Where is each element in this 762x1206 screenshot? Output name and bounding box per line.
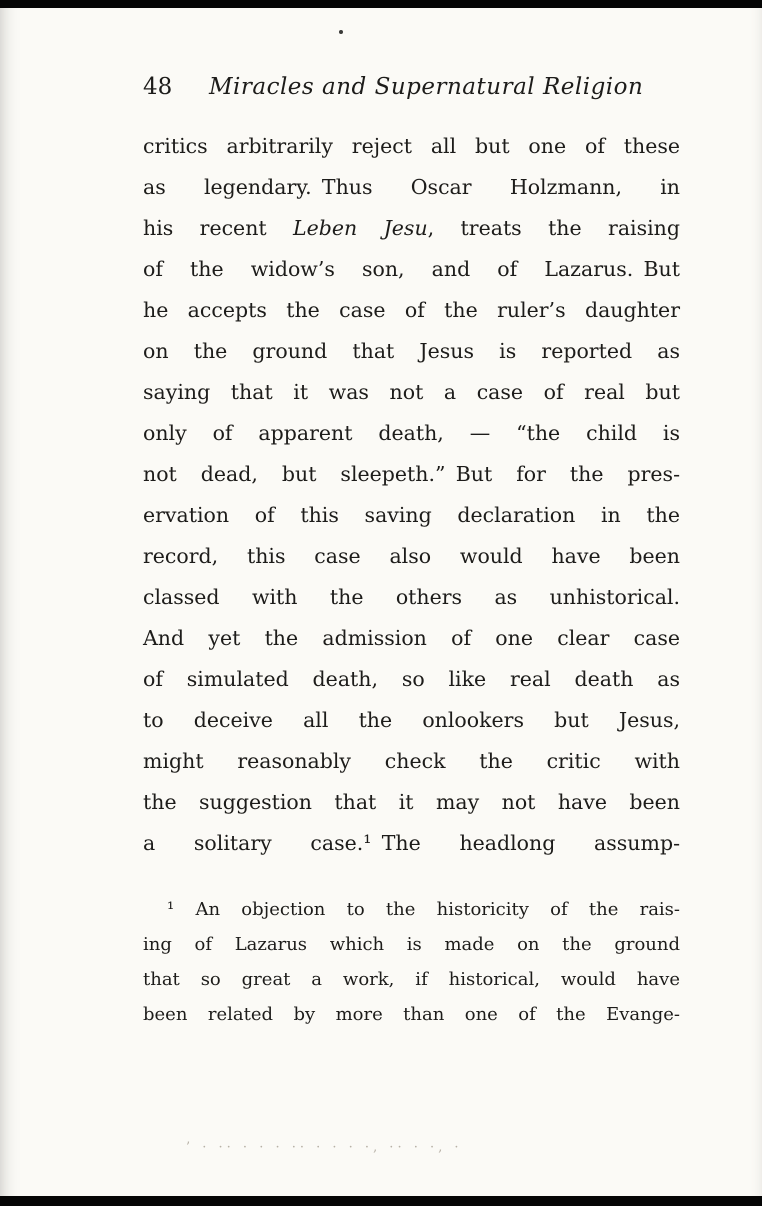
text-line: the suggestion that it may not have been bbox=[143, 790, 680, 814]
page-number: 48 bbox=[143, 74, 173, 100]
text-line: of simulated death, so like real death as bbox=[143, 667, 680, 691]
text-line: of the widow’s son, and of Lazarus. But bbox=[143, 257, 680, 281]
text-line: he accepts the case of the ruler’s daughter bbox=[143, 298, 680, 322]
footnote-line: been related by more than one of the Evange- bbox=[143, 1004, 680, 1025]
scan-edge-bottom bbox=[0, 1196, 762, 1206]
text-line: And yet the admission of one clear case bbox=[143, 626, 680, 650]
text-line: on the ground that Jesus is reported as bbox=[143, 339, 680, 363]
running-header-title: Miracles and Supernatural Religion bbox=[208, 74, 644, 100]
scan-noise: ’ · ·· · · · ·· · · · ·‚ ·· · ·‚ · bbox=[186, 1140, 463, 1155]
body-text bbox=[143, 126, 680, 864]
text-line: record, this case also would have been bbox=[143, 544, 680, 568]
running-header bbox=[143, 72, 680, 102]
text-line: critics arbitrarily reject all but one of these bbox=[143, 134, 680, 158]
footnote-line: ¹ An objection to the historicity of the rais- bbox=[167, 899, 680, 920]
text-line: saying that it was not a case of real but bbox=[143, 380, 680, 404]
text-column bbox=[143, 0, 680, 1032]
text-line: classed with the others as unhistorical. bbox=[143, 585, 680, 609]
text-line: a solitary case.¹ The headlong assump- bbox=[143, 831, 680, 855]
footnote-line: that so great a work, if historical, would have bbox=[143, 969, 680, 990]
text-line: only of apparent death, — “the child is bbox=[143, 421, 680, 445]
text-line: not dead, but sleepeth.” But for the pres- bbox=[143, 462, 680, 486]
text-line: as legendary. Thus Oscar Holzmann, in bbox=[143, 175, 680, 199]
footnote bbox=[143, 892, 680, 1032]
text-line: to deceive all the onlookers but Jesus, bbox=[143, 708, 680, 732]
text-line: ervation of this saving declaration in the bbox=[143, 503, 680, 527]
text-line: might reasonably check the critic with bbox=[143, 749, 680, 773]
footnote-line: ing of Lazarus which is made on the ground bbox=[143, 934, 680, 955]
text-line: his recent Leben Jesu, treats the raising bbox=[143, 216, 680, 240]
